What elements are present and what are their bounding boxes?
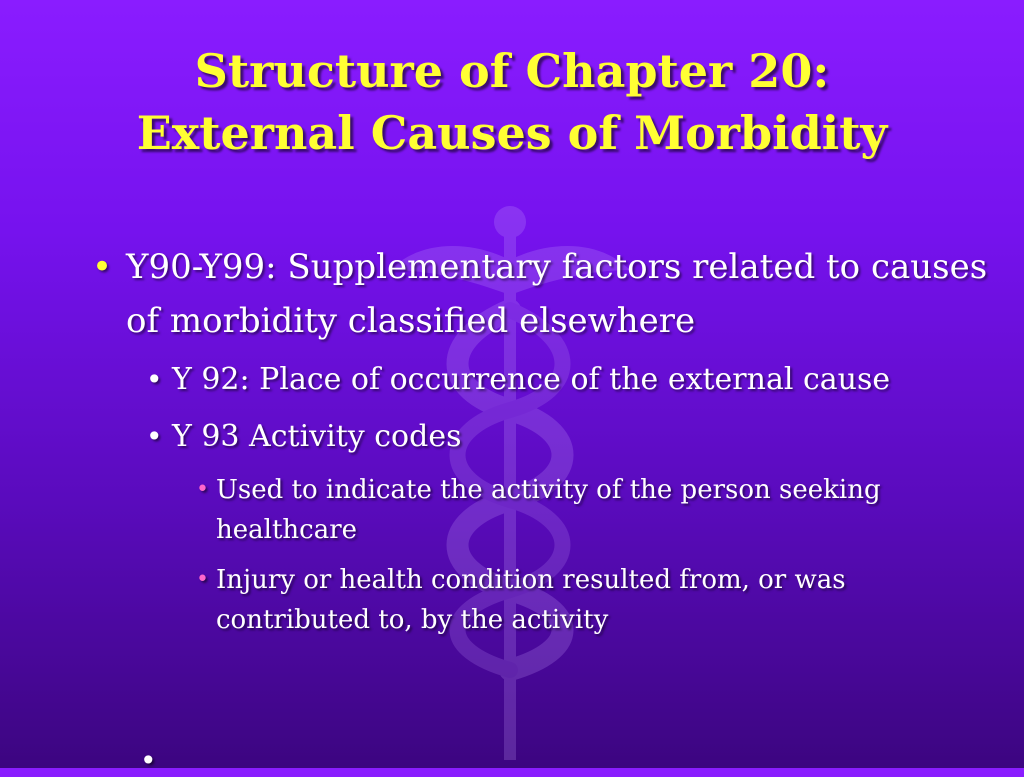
bullet-dot-icon: •	[196, 567, 209, 592]
bullet-text: Injury or health condition resulted from, or was contributed to, by the activity	[216, 565, 846, 635]
bullet-item-level3	[196, 560, 976, 640]
bullet-item-level2	[146, 360, 1012, 400]
bullet-dot-icon: •	[92, 247, 113, 287]
bullet-dot-icon: •	[146, 420, 163, 453]
bullet-text: Y 93 Activity codes	[172, 419, 462, 454]
bullet-item-level3	[196, 470, 976, 550]
title-line-2: External Causes of Morbidity	[136, 106, 888, 160]
bullet-text: Y90-Y99: Supplementary factors related to causes of morbidity classified elsewhere	[126, 247, 988, 341]
bullet-item-level2	[146, 417, 1012, 457]
title-line-1: Structure of Chapter 20:	[194, 44, 830, 98]
bullet-text: Used to indicate the activity of the person seeking healthcare	[216, 475, 881, 545]
bullet-item-level1	[92, 240, 996, 348]
empty-bullet-item	[140, 746, 157, 776]
bullet-dot-icon: •	[196, 477, 209, 502]
bullet-dot-icon: •	[146, 363, 163, 396]
bullet-text: Y 92: Place of occurrence of the external cause	[172, 362, 891, 397]
bullet-dot-icon: •	[140, 744, 157, 777]
